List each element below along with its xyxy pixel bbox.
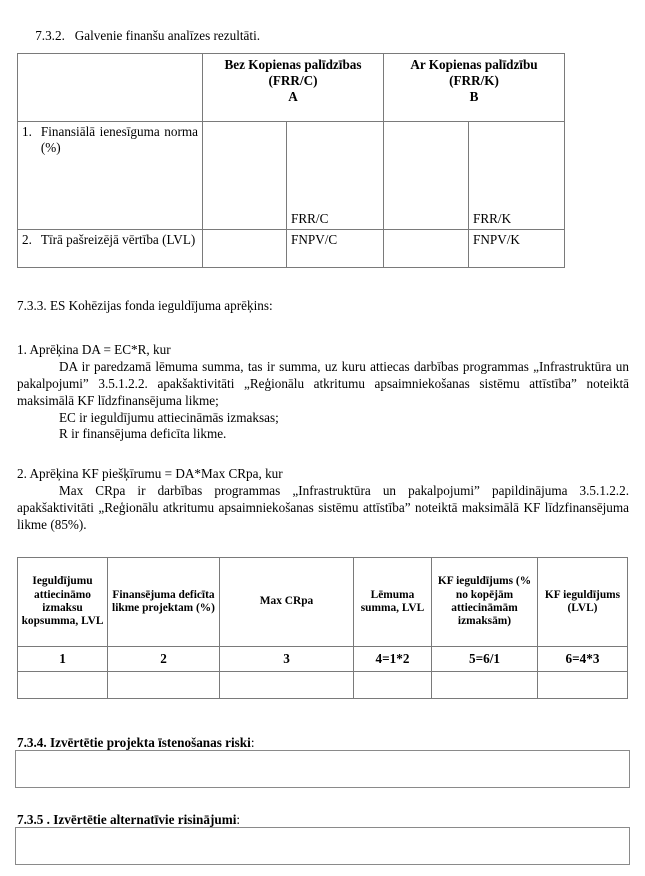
blank-cell-4[interactable]	[354, 672, 432, 699]
header-a-line3: A	[288, 89, 298, 105]
section-7-3-5-answer-box[interactable]	[15, 827, 630, 865]
section-7-3-2-number: 7.3.2.	[35, 27, 65, 43]
section-7-3-4-label: 7.3.4. Izvērtētie projekta īstenošanas riski	[17, 735, 251, 750]
table-row	[18, 230, 565, 268]
formula-cell-5: 5=6/1	[432, 647, 538, 672]
row-2-cell-a-sub2: FNPV/C	[287, 230, 384, 268]
row-2-cell-b-sub1	[384, 230, 469, 268]
section-7-3-5-label: 7.3.5 . Izvērtētie alternatīvie risinājumi	[17, 812, 237, 827]
section-7-3-4-colon: :	[250, 735, 255, 750]
header-cell-funding-gap-rate: Finansējuma deficīta likme projektam (%)	[108, 558, 220, 647]
row-1-cell-b-sub1	[384, 122, 469, 230]
header-cell-total-eligible-costs: Ieguldījumu attiecināmo izmaksu kopsumma, LVL	[18, 558, 108, 647]
formula-cell-6: 6=4*3	[538, 647, 628, 672]
formula-cell-3: 3	[220, 647, 354, 672]
section-7-3-4-answer-box[interactable]	[15, 750, 630, 788]
section-7-3-2-spacer	[65, 28, 75, 43]
header-b-line2: (FRR/K)	[449, 73, 499, 89]
item-1-lead: 1. Aprēķina DA = EC*R, kur	[17, 342, 171, 357]
row-1-cell-a-sub2: FRR/C	[287, 122, 384, 230]
header-a-line1: Bez Kopienas palīdzības	[224, 57, 362, 72]
row-1-label: Finansiālā ienesīguma norma (%)	[40, 124, 198, 156]
header-cell-column-a	[203, 54, 384, 122]
blank-cell-3[interactable]	[220, 672, 354, 699]
row-1-label-cell	[18, 122, 203, 230]
item-1-definition-r: R ir finansējuma deficīta likme.	[59, 426, 227, 442]
blank-cell-5[interactable]	[432, 672, 538, 699]
financial-results-table-wrapper	[17, 53, 565, 268]
row-2-cell-b-sub2: FNPV/K	[469, 230, 565, 268]
header-b-line1: Ar Kopienas palīdzību	[410, 57, 538, 72]
header-cell-kf-contribution-percent: KF ieguldījums (% no kopējām attiecināmām izmaksām)	[432, 558, 538, 647]
row-1-cell-b-sub2: FRR/K	[469, 122, 565, 230]
header-cell-decision-amount: Lēmuma summa, LVL	[354, 558, 432, 647]
table-header-row	[18, 558, 628, 647]
formula-cell-2: 2	[108, 647, 220, 672]
item-2-lead: 2. Aprēķina KF piešķīrumu = DA*Max CRpa, kur	[17, 466, 283, 481]
row-2-label: Tīrā pašreizējā vērtība (LVL)	[40, 232, 196, 247]
financial-results-table	[17, 53, 565, 268]
kf-calculation-table	[17, 557, 628, 699]
table-header-row	[18, 54, 565, 122]
header-cell-empty	[18, 54, 203, 122]
header-a-line2: (FRR/C)	[268, 73, 318, 89]
section-7-3-5-colon: :	[236, 812, 241, 827]
formula-cell-4: 4=1*2	[354, 647, 432, 672]
header-cell-kf-contribution-lvl: KF ieguldījums (LVL)	[538, 558, 628, 647]
section-7-3-2-text: Galvenie finanšu analīzes rezultāti.	[74, 27, 261, 43]
table-row-formulas	[18, 647, 628, 672]
row-1-number: 1.	[22, 124, 32, 139]
row-2-number: 2.	[22, 232, 32, 247]
header-b-line3: B	[469, 89, 479, 105]
blank-cell-1[interactable]	[18, 672, 108, 699]
item-1-definition-ec: EC ir ieguldījumu attiecināmās izmaksas;	[59, 409, 279, 425]
table-row-blank	[18, 672, 628, 699]
header-cell-max-crpa: Max CRpa	[220, 558, 354, 647]
row-2-cell-a-sub1	[203, 230, 287, 268]
header-cell-column-b	[384, 54, 565, 122]
kf-calculation-table-wrapper	[17, 557, 628, 699]
row-1-cell-a-sub1	[203, 122, 287, 230]
blank-cell-6[interactable]	[538, 672, 628, 699]
item-1-body: DA ir paredzamā lēmuma summa, tas ir summa, uz kuru attiecas darbības programmas „Infrastruktūra un pakalpojumi” 3.5.1.2.2. apakšaktivitāti „Reģionālu atkritumu apsaimniekošanas sistēmu attīstība” noteiktā maksimālā KF līdzfinansējuma likme;	[17, 358, 629, 408]
section-7-3-4-heading	[17, 735, 254, 751]
calculation-item-1-block	[17, 342, 629, 443]
blank-cell-2[interactable]	[108, 672, 220, 699]
calculation-item-2-block	[17, 466, 629, 534]
section-7-3-5-heading	[17, 812, 240, 828]
row-2-label-cell	[18, 230, 203, 268]
formula-cell-1: 1	[18, 647, 108, 672]
table-row	[18, 122, 565, 230]
item-2-body: Max CRpa ir darbības programmas „Infrastruktūra un pakalpojumi” papildinājuma 3.5.1.2.2. apakšaktivitāti „Reģionālu atkritumu apsaimniekošanas sistēmu attīstība” noteiktā maksimālā KF līdzfinansējuma likme (85%).	[17, 482, 629, 532]
section-7-3-3-heading: 7.3.3. ES Kohēzijas fonda ieguldījuma aprēķins:	[17, 298, 273, 313]
